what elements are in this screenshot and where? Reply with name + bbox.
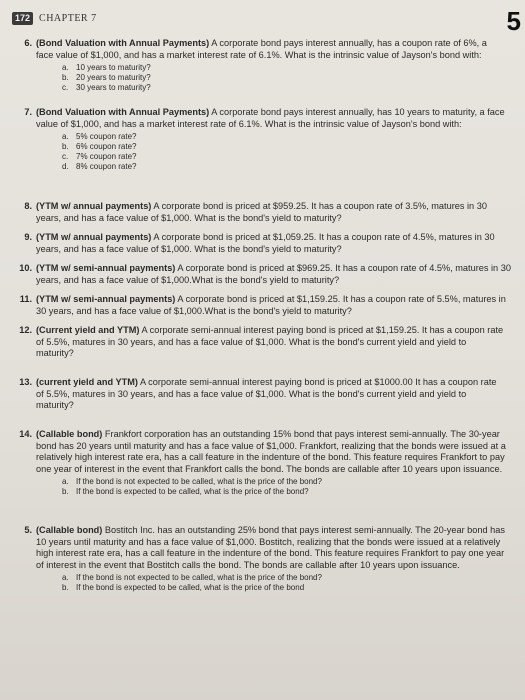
option-item [62,477,508,487]
question-text [36,294,511,317]
option-letter: c. [62,83,69,92]
question-title: (Current yield and YTM) [36,325,140,335]
option-item [62,73,506,83]
question-number: 10. [19,263,32,273]
question-body: A corporate bond pays interest annually, has 10 years to maturity, a face value of $1,000, and has a market interest rate of 6.1%. What is the intrinsic value of Jayson's bond with: [36,107,505,129]
option-item [62,573,511,583]
question-title: (Bond Valuation with Annual Payments) [36,107,210,117]
chapter-heading: CHAPTER 7 [39,13,97,24]
option-letter: b. [62,487,69,496]
question-title: (YTM w/ semi-annual payments) [36,263,176,273]
question-number: 9. [24,232,32,242]
option-letter: a. [62,573,69,582]
option-text: If the bond is not expected to be called, what is the price of the bond? [76,477,322,486]
option-letter: b. [62,73,69,82]
option-item [62,142,506,152]
question-body: A corporate bond pays interest annually, has a coupon rate of 6%, a face value of $1,000, and has a market interest rate of 6.1%. What is the intrinsic value of Jayson's bond with: [36,38,487,60]
question-body: A corporate bond is priced at $959.25. It has a coupon rate of 3.5%, matures in 30 years, and has a face value of $1,000. What is the bond's yield to maturity? [36,201,487,223]
option-letter: a. [62,63,69,72]
question-body: A corporate semi-annual interest paying bond is priced at $1,159.25. It has a coupon rate of 5.5%, matures in 30 years, and has a face value of $1,000. What is the bond's current yield and yield to maturity? [36,325,504,358]
question-number: 8. [24,201,32,211]
page-header [12,12,97,25]
option-item [62,162,506,172]
page-number: 172 [12,12,33,25]
option-item [62,83,506,93]
question-text [36,107,506,172]
option-item [62,63,506,73]
option-text: If the bond is not expected to be called, what is the price of the bond? [76,573,322,582]
option-text: 6% coupon rate? [76,142,137,151]
question-number: 12. [19,325,32,335]
question-title: (Callable bond) [36,525,103,535]
option-list [62,573,511,593]
option-item [62,132,506,142]
option-letter: d. [62,162,69,171]
option-list [62,63,506,93]
question-number: 6. [24,38,32,48]
option-text: 7% coupon rate? [76,152,137,161]
question-body: Frankfort corporation has an outstanding 15% bond that pays interest semi-annually. The 30-year bond has 20 years until maturity and has a face value of $1,000. Frankfort, realizing that the bonds were issued at a relatively high interest rate era, has a call feature in the indenture of the bond. This feature requires Frankfort to pay one year of interest in the event that Frankfort calls the bond. The bonds are callable after 10 years upon issuance. [36,429,506,474]
option-list [62,132,506,172]
question-number: 13. [19,377,32,387]
question-body: Bostitch Inc. has an outstanding 25% bond that pays interest semi-annually. The 20-year bond has 10 years until maturity and has a face value of $1,000. Bostitch, realizing that the bonds were issued at a relatively high interest rate era, has a call feature in the indenture of the bond. This feature requires Frankfort to pay one year of interest in the event that Bostitch calls the bond. The bonds are callable after 10 years upon issuance. [36,525,505,570]
question-body: A corporate bond is priced at $1,059.25. It has a coupon rate of 4.5%, matures in 30 years, and has a face value of $1,000. What is the bond's yield to maturity? [36,232,495,254]
question-text [36,325,506,360]
question-title: (Callable bond) [36,429,103,439]
option-item [62,152,506,162]
option-text: 10 years to maturity? [76,63,151,72]
question-text [36,201,511,224]
question-number: 14. [19,429,32,439]
option-text: 5% coupon rate? [76,132,137,141]
option-text: If the bond is expected to be called, what is the price of the bond? [76,487,309,496]
option-letter: c. [62,152,69,161]
option-item [62,487,508,497]
question-text [36,429,508,497]
option-text: If the bond is expected to be called, what is the price of the bond [76,583,305,592]
corner-mark: 5 [506,6,521,36]
question-body: A corporate bond is priced at $969.25. It has a coupon rate of 4.5%, matures in 30 years, and has a face value of $1,000.What is the bond's yield to maturity? [36,263,511,285]
option-list [62,477,508,497]
option-letter: b. [62,142,69,151]
option-letter: a. [62,132,69,141]
question-text [36,525,511,593]
question-number: 5. [24,525,32,535]
question-title: (Bond Valuation with Annual Payments) [36,38,210,48]
question-body: A corporate semi-annual interest paying bond is priced at $1000.00 It has a coupon rate of 5.5%, matures in 30 years, and has a face value of $1,000. What is the bond's current yield and yield to maturity? [36,377,497,410]
option-text: 30 years to maturity? [76,83,151,92]
question-text [36,263,511,286]
question-text [36,232,511,255]
option-text: 20 years to maturity? [76,73,151,82]
question-title: (current yield and YTM) [36,377,138,387]
question-body: A corporate bond is priced at $1,159.25. It has a coupon rate of 5.5%, matures in 30 years, and has a face value of $1,000.What is the bond's yield to maturity? [36,294,506,316]
question-title: (YTM w/ annual payments) [36,232,152,242]
option-text: 8% coupon rate? [76,162,137,171]
question-title: (YTM w/ annual payments) [36,201,152,211]
option-item [62,583,511,593]
question-title: (YTM w/ semi-annual payments) [36,294,176,304]
question-number: 11. [19,294,32,304]
question-number: 7. [24,107,32,117]
option-letter: a. [62,477,69,486]
question-text [36,377,506,412]
option-letter: b. [62,583,69,592]
question-text [36,38,506,93]
